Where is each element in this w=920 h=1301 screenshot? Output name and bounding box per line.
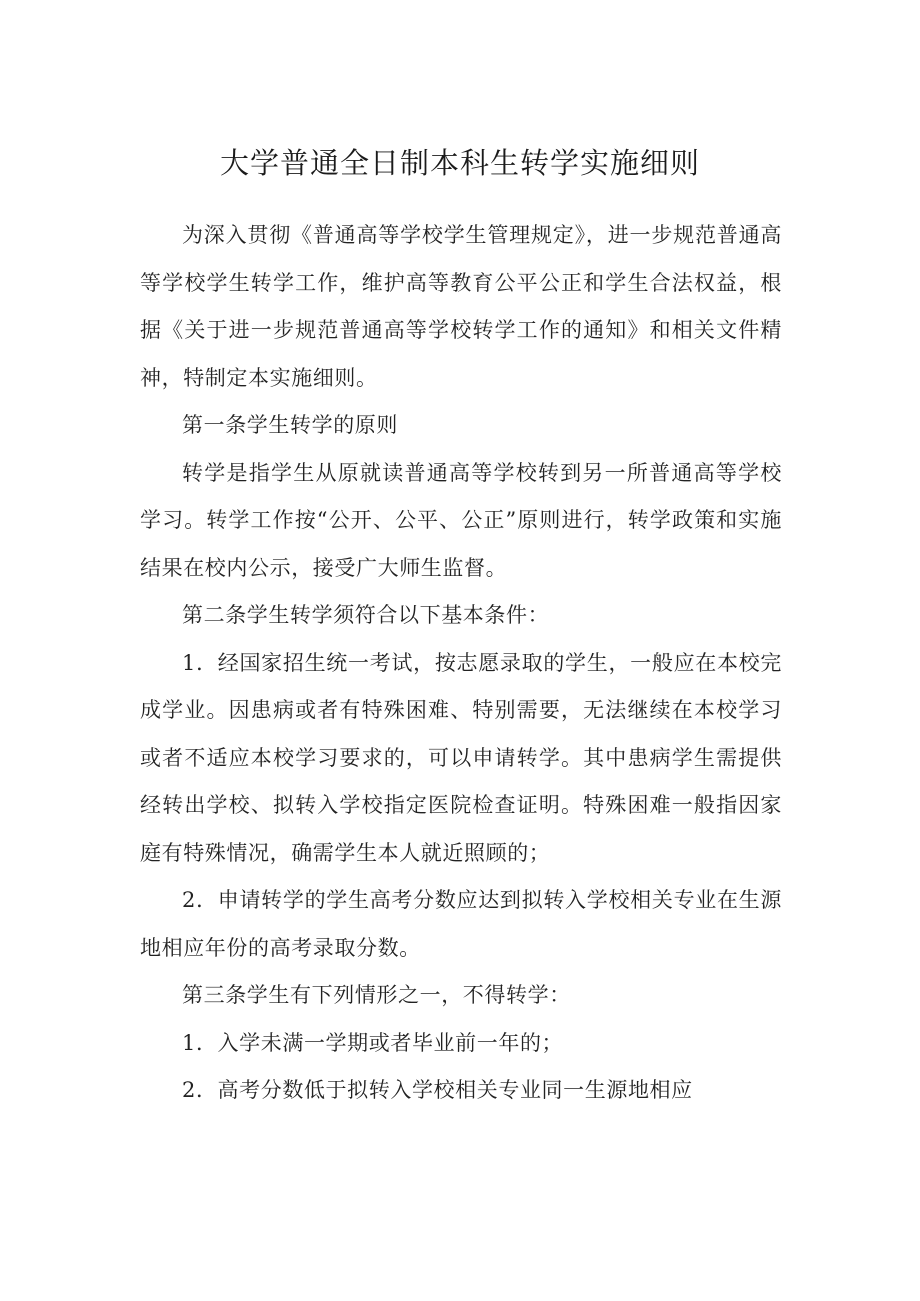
- document-body: [140, 212, 782, 1115]
- article-3-item-1: 1．入学未满一学期或者毕业前一年的；: [182, 1030, 564, 1055]
- article-3-heading: 第三条学生有下列情形之一，不得转学：: [182, 983, 571, 1007]
- article-1-paragraph: 转学是指学生从原就读普通高等学校转到另一所普通高等学校学习。转学工作按“公开、公平、公正”原则进行，转学政策和实施结果在校内公示，接受广大师生监督。: [140, 460, 782, 580]
- article-3-item-2: 2．高考分数低于拟转入学校相关专业同一生源地相应: [182, 1078, 693, 1102]
- article-1-heading: 第一条学生转学的原则: [182, 413, 398, 437]
- article-2-item-1: 1．经国家招生统一考试，按志愿录取的学生，一般应在本校完成学业。因患病或者有特殊困难、特别需要，无法继续在本校学习或者不适应本校学习要求的，可以申请转学。其中患病学生需提供经转出学校、拟转入学校指定医院检查证明。特殊困难一般指因家庭有特殊情况，确需学生本人就近照顾的；: [140, 650, 782, 865]
- intro-paragraph: 为深入贯彻《普通高等学校学生管理规定》，进一步规范普通高等学校学生转学工作，维护高等教育公平公正和学生合法权益，根据《关于进一步规范普通高等学校转学工作的通知》和相关文件精神，特制定本实施细则。: [140, 223, 782, 390]
- document-title: 大学普通全日制本科生转学实施细则: [219, 146, 700, 180]
- article-2-item-2: 2．申请转学的学生高考分数应达到拟转入学校相关专业在生源地相应年份的高考录取分数。: [140, 888, 782, 960]
- article-2-heading: 第二条学生转学须符合以下基本条件：: [182, 603, 550, 627]
